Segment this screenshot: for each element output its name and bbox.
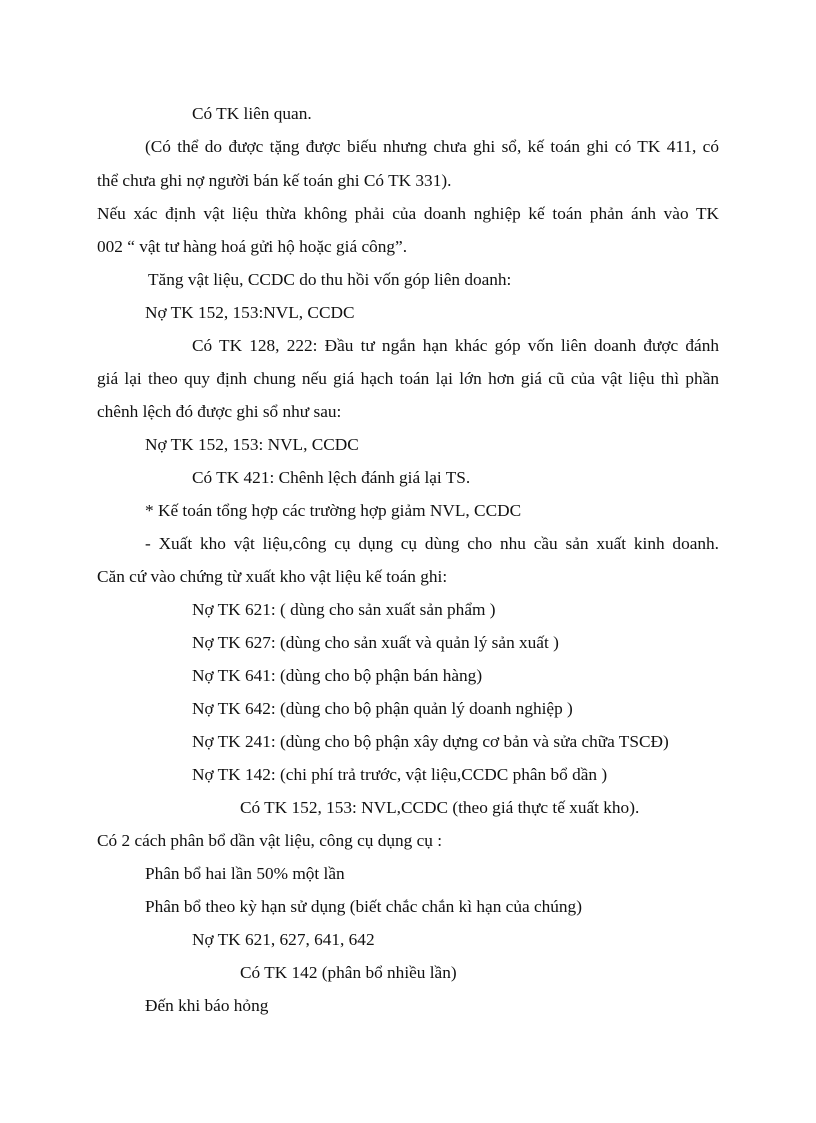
- text-line: Nợ TK 152, 153: NVL, CCDC: [145, 435, 359, 454]
- text-line: Nợ TK 621: ( dùng cho sản xuất sản phẩm ): [192, 600, 496, 619]
- text-line: chênh lệch đó được ghi sổ như sau:: [97, 402, 342, 421]
- text-line: Tăng vật liệu, CCDC do thu hồi vốn góp liên doanh:: [148, 270, 512, 289]
- text-line: Có TK liên quan.: [192, 104, 312, 123]
- text-line: Có TK 142 (phân bổ nhiều lần): [240, 963, 457, 982]
- text-line: Có TK 421: Chênh lệch đánh giá lại TS.: [192, 468, 471, 487]
- text-line: * Kế toán tổng hợp các trường hợp giảm NVL, CCDC: [145, 501, 522, 520]
- text-line: (Có thể do được tặng được biếu nhưng chưa ghi sổ, kế toán ghi có TK 411, có: [145, 137, 719, 156]
- text-line: Có TK 128, 222: Đầu tư ngắn hạn khác góp vốn liên doanh được đánh: [192, 336, 719, 355]
- text-line: Nợ TK 642: (dùng cho bộ phận quản lý doanh nghiệp ): [192, 699, 573, 718]
- text-line: Nợ TK 621, 627, 641, 642: [192, 930, 375, 949]
- text-line: Nợ TK 241: (dùng cho bộ phận xây dựng cơ bản và sửa chữa TSCĐ): [192, 732, 669, 751]
- text-line: Phân bổ theo kỳ hạn sử dụng (biết chắc chắn kì hạn của chúng): [145, 897, 582, 916]
- text-line: Nợ TK 627: (dùng cho sản xuất và quản lý sản xuất ): [192, 633, 559, 652]
- text-line: - Xuất kho vật liệu,công cụ dụng cụ dùng cho nhu cầu sản xuất kinh doanh.: [145, 534, 719, 553]
- text-line: Phân bổ hai lần 50% một lần: [145, 864, 345, 883]
- text-line: thể chưa ghi nợ người bán kế toán ghi Có TK 331).: [97, 171, 452, 190]
- text-line: Nợ TK 142: (chi phí trả trước, vật liệu,CCDC phân bổ dần ): [192, 765, 608, 784]
- text-line: Nếu xác định vật liệu thừa không phải của doanh nghiệp kế toán phản ánh vào TK: [97, 204, 719, 223]
- text-line: Căn cứ vào chứng từ xuất kho vật liệu kế toán ghi:: [97, 567, 448, 586]
- text-line: Nợ TK 152, 153:NVL, CCDC: [145, 303, 355, 322]
- text-line: Nợ TK 641: (dùng cho bộ phận bán hàng): [192, 666, 483, 685]
- text-line: Đến khi báo hỏng: [145, 996, 269, 1015]
- text-line: Có 2 cách phân bổ dần vật liệu, công cụ dụng cụ :: [97, 831, 443, 850]
- text-line: Có TK 152, 153: NVL,CCDC (theo giá thực tế xuất kho).: [240, 798, 640, 817]
- text-line: 002 “ vật tư hàng hoá gửi hộ hoặc giá công”.: [97, 237, 408, 256]
- text-line: giá lại theo quy định chung nếu giá hạch toán lại lớn hơn giá cũ của vật liệu thì phần: [97, 369, 719, 388]
